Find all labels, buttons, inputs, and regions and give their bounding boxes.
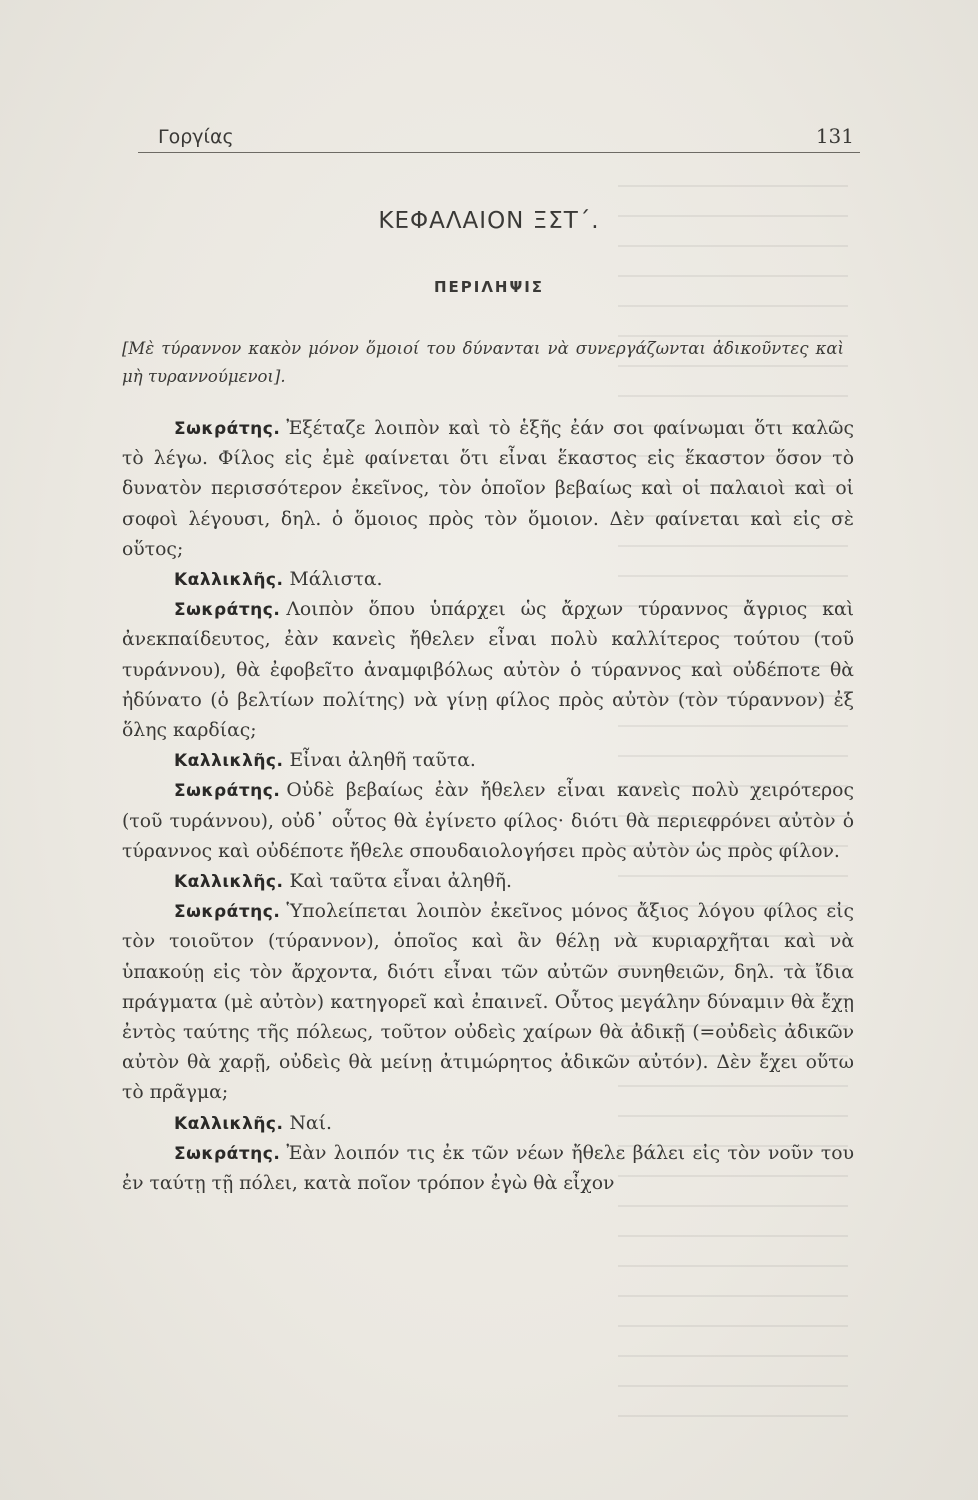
running-title: Γοργίας	[158, 126, 234, 148]
speech-text: Ἐξέταζε λοιπὸν καὶ τὸ ἑξῆς ἐάν σοι φαίνωμαι ὅτι καλῶς τὸ λέγω. Φίλος εἰς ἐμὲ φαίνεται ὅτι εἶναι ἕκαστος εἰς ἕκαστον ὅσον τὸ δυνατὸν περισσότερον ἐκεῖνος, τὸν ὁποῖον βεβαίως καὶ οἱ παλαιοὶ καὶ οἱ σοφοὶ λέγουσι, δηλ. ὁ ὅμοιος πρὸς τὸν ὅμοιον. Δὲν φαίνεται καὶ εἰς σὲ οὕτος;	[122, 418, 854, 560]
speech-text: Ὑπολείπεται λοιπὸν ἐκεῖνος μόνος ἄξιος λόγου φίλος εἰς τὸν τοιοῦτον (τύραννον), ὁποῖος καὶ ἂν θέλῃ νὰ κυριαρχῆται καὶ νὰ ὑπακούῃ εἰς τὸν ἄρχοντα, διότι εἶναι τῶν αὐτῶν συνηθειῶν, δηλ. τὰ ἴδια πράγματα (μὲ αὐτὸν) κατηγορεῖ καὶ ἐπαινεῖ. Οὗτος μεγάλην δύναμιν θὰ ἔχῃ ἐντὸς ταύτης τῆς πόλεως, τοῦτον οὐδεὶς χαίρων θὰ ἀδικῇ (=οὐδεὶς ἀδικῶν αὐτὸν θὰ χαρῇ, οὐδεὶς θὰ μείνῃ ἀτιμώρητος ἀδικῶν αὐτόν). Δὲν ἔχει οὕτω τὸ πρᾶγμα;	[122, 901, 854, 1104]
dialogue-paragraph	[122, 414, 854, 565]
dialogue-paragraph	[122, 897, 854, 1108]
speaker-name: Σωκράτης.	[174, 781, 281, 802]
speech-text: Μάλιστα.	[289, 569, 383, 591]
chapter-title: ΚΕΦΑΛΑΙΟΝ ΞΣΤ΄.	[378, 208, 600, 234]
dialogue-body	[122, 414, 854, 1199]
speech-text: Εἶναι ἀληθῆ ταῦτα.	[289, 750, 476, 772]
dialogue-paragraph	[122, 1109, 854, 1139]
speaker-name: Σωκράτης.	[174, 600, 281, 621]
dialogue-paragraph	[122, 1139, 854, 1199]
speech-text: Ἐὰν λοιπόν τις ἐκ τῶν νέων ἤθελε βάλει εἰς τὸν νοῦν του ἐν ταύτῃ τῇ πόλει, κατὰ ποῖον τρόπον ἐγὼ θὰ εἶχον	[122, 1142, 854, 1195]
dialogue-paragraph	[122, 776, 854, 867]
speaker-name: Σωκράτης.	[174, 1143, 281, 1164]
dialogue-paragraph	[122, 746, 854, 776]
dialogue-paragraph	[122, 867, 854, 897]
chapter-summary: [Μὲ τύραννον κακὸν μόνον ὅμοιοί του δύνανται νὰ συνεργάζωνται ἀδικοῦντες καὶ μὴ τυραννούμενοι].	[122, 339, 844, 386]
page-number: 131	[815, 124, 854, 148]
speech-text: Καὶ ταῦτα εἶναι ἀληθῆ.	[289, 871, 512, 893]
speech-text: Ναί.	[289, 1112, 332, 1134]
running-header	[138, 122, 860, 153]
speech-text: Οὐδὲ βεβαίως ἐὰν ἤθελεν εἶναι κανεὶς πολὺ χειρότερος (τοῦ τυράννου), οὐδ᾽ οὗτος θὰ ἐγίνετο φίλος· διότι θὰ περιεφρόνει αὐτὸν ὁ τύραννος καὶ οὐδέποτε ἤθελε σπουδαιολογήσει πρὸς αὐτὸν ὡς πρὸς φίλον.	[122, 780, 854, 862]
speaker-name: Καλλικλῆς.	[174, 751, 284, 772]
dialogue-paragraph	[122, 595, 854, 746]
speaker-name: Σωκράτης.	[174, 419, 281, 439]
speaker-name: Καλλικλῆς.	[174, 872, 284, 893]
summary-heading: ΠΕΡΙΛΗΨΙΣ	[433, 278, 545, 296]
speaker-name: Καλλικλῆς.	[174, 570, 284, 591]
dialogue-paragraph	[122, 565, 854, 595]
speech-text: Λοιπὸν ὅπου ὑπάρχει ὡς ἄρχων τύραννος ἄγριος καὶ ἀνεκπαίδευτος, ἐὰν κανεὶς ἤθελεν εἶναι πολὺ καλλίτερος τούτου (τοῦ τυράννου), θὰ ἐφοβεῖτο ἀναμφιβόλως αὐτὸν ὁ τύραννος καὶ οὐδέποτε θὰ ἠδύνατο (ὁ βελτίων πολίτης) νὰ γίνῃ φίλος πρὸς αὐτὸν (τὸν τύραννον) ἐξ ὅλης καρδίας;	[122, 599, 854, 742]
speaker-name: Σωκράτης.	[174, 902, 281, 923]
speaker-name: Καλλικλῆς.	[174, 1113, 284, 1134]
